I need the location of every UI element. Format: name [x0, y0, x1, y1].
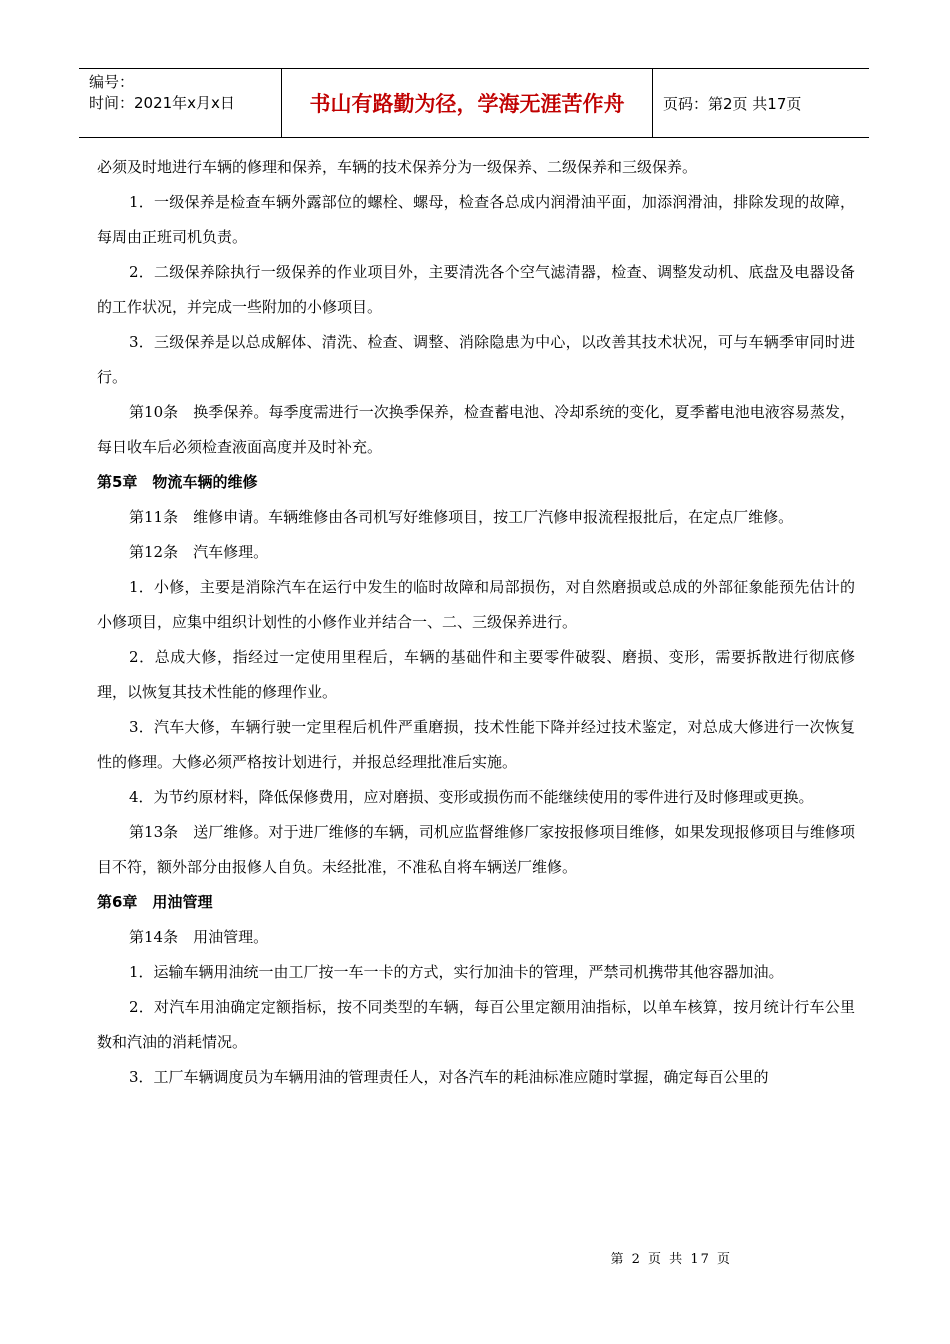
chapter-heading: 第6章 用油管理 [97, 893, 213, 911]
paragraph: 第10条 换季保养。每季度需进行一次换季保养，检查蓄电池、冷却系统的变化，夏季蓄电池电液容易蒸发，每日收车后必须检查液面高度并及时补充。 [97, 403, 855, 456]
paragraph: 第13条 送厂维修。对于进厂维修的车辆，司机应监督维修厂家按报修项目维修，如果发现报修项目与维修项目不符，额外部分由报修人自负。未经批准，不准私自将车辆送厂维修。 [97, 823, 855, 876]
paragraph: 4．为节约原材料，降低保修费用，应对磨损、变形或损伤而不能继续使用的零件进行及时修理或更换。 [129, 788, 814, 806]
header-motto: 书山有路勤为径，学海无涯苦作舟 [282, 69, 653, 137]
time-label: 时间：2021年x月x日 [89, 94, 235, 112]
paragraph: 第14条 用油管理。 [129, 928, 269, 946]
paragraph: 第11条 维修申请。车辆维修由各司机写好维修项目，按工厂汽修申报流程报批后，在定点厂维修。 [129, 508, 794, 526]
chapter-heading: 第5章 物流车辆的维修 [97, 473, 258, 491]
footer-page-number: 第 2 页 共 17 页 [610, 1252, 732, 1267]
header-page-info: 页码：第2页 共17页 [663, 94, 802, 113]
page-footer [0, 1248, 950, 1267]
paragraph: 1．运输车辆用油统一由工厂按一车一卡的方式，实行加油卡的管理，严禁司机携带其他容器加油。 [129, 963, 784, 981]
paragraph: 3．汽车大修，车辆行驶一定里程后机件严重磨损，技术性能下降并经过技术鉴定，对总成大修进行一次恢复性的修理。大修必须严格按计划进行，并报总经理批准后实施。 [97, 718, 855, 771]
document-header [79, 68, 869, 138]
paragraph: 第12条 汽车修理。 [129, 543, 269, 561]
paragraph: 必须及时地进行车辆的修理和保养，车辆的技术保养分为一级保养、二级保养和三级保养。 [97, 158, 698, 176]
serial-label: 编号： [89, 73, 135, 91]
paragraph: 2．二级保养除执行一级保养的作业项目外，主要清洗各个空气滤清器，检查、调整发动机、底盘及电器设备的工作状况，并完成一些附加的小修项目。 [97, 263, 855, 316]
header-meta [79, 69, 282, 137]
document-body [97, 150, 855, 1095]
paragraph: 2．总成大修，指经过一定使用里程后，车辆的基础件和主要零件破裂、磨损、变形，需要拆散进行彻底修理，以恢复其技术性能的修理作业。 [97, 648, 855, 701]
paragraph: 2．对汽车用油确定定额指标，按不同类型的车辆，每百公里定额用油指标，以单车核算，按月统计行车公里数和汽油的消耗情况。 [97, 998, 855, 1051]
paragraph: 3．三级保养是以总成解体、清洗、检查、调整、消除隐患为中心，以改善其技术状况，可与车辆季审同时进行。 [97, 333, 855, 386]
paragraph: 1．一级保养是检查车辆外露部位的螺栓、螺母，检查各总成内润滑油平面，加添润滑油，排除发现的故障，每周由正班司机负责。 [97, 193, 855, 246]
paragraph: 1．小修，主要是消除汽车在运行中发生的临时故障和局部损伤，对自然磨损或总成的外部征象能预先估计的小修项目，应集中组织计划性的小修作业并结合一、二、三级保养进行。 [97, 578, 855, 631]
paragraph: 3．工厂车辆调度员为车辆用油的管理责任人，对各汽车的耗油标准应随时掌握，确定每百公里的 [129, 1068, 769, 1086]
